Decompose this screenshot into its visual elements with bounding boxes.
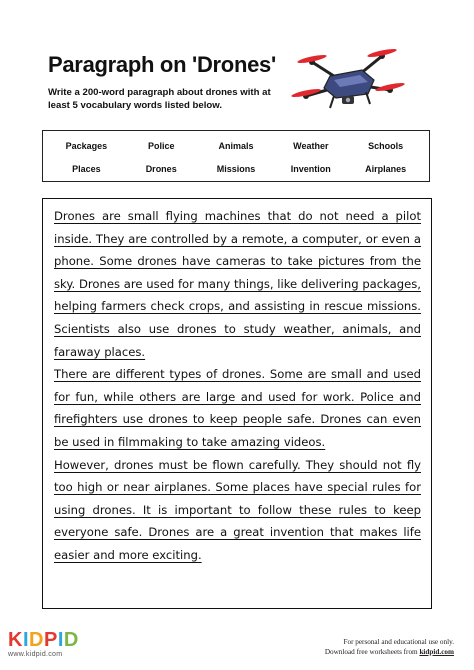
vocab-word: Missions: [216, 164, 256, 174]
footer-line-2: [325, 647, 454, 657]
vocab-word: Weather: [293, 141, 329, 151]
logo-wordmark: KIDPID: [8, 629, 79, 651]
vocab-word: Police: [147, 141, 175, 151]
vocab-word: Animals: [218, 141, 254, 151]
footer-prefix: Download free worksheets from: [324, 648, 420, 656]
worksheet-title: Paragraph on 'Drones': [48, 52, 276, 77]
vocab-word: Invention: [290, 164, 331, 174]
vocab-word: Packages: [65, 141, 108, 151]
vocabulary-box: [42, 130, 430, 182]
vocab-word: Places: [72, 164, 101, 174]
logo-site-url: www.kidpid.com: [8, 651, 63, 658]
footer-line-1: For personal and educational use only.: [343, 638, 454, 646]
footer-note: [325, 637, 454, 657]
vocab-word: Airplanes: [365, 164, 407, 174]
paragraph-3: However, drones must be flown carefully. They should not fly too high or near airplanes. Some places have special rules for using drones. It is important to follow these rules to keep everyone safe. Drones are a great invention that makes life easier and more exciting.: [54, 457, 421, 562]
paragraph-2: There are different types of drones. Some are small and used for fun, while others are large and used for work. Police and firefighters use drones to keep people safe. Drones can even be used in filmmaking to take amazing videos.: [54, 367, 421, 449]
vocab-word: Schools: [368, 141, 404, 151]
paragraph-1: Drones are small flying machines that do not need a pilot inside. They are controlled by a remote, a computer, or even a phone. Some drones have cameras to take pictures from the sky. Drones are used for many things, like delivering packages, helping farmers check crops, and assisting in rescue missions. Scientists also use drones to study weather, animals, and faraway places.: [54, 209, 421, 359]
kidpid-logo: [8, 630, 79, 658]
written-paragraph: [54, 205, 421, 567]
drone-illustration: [282, 40, 412, 120]
footer-link[interactable]: kidpid.com: [419, 648, 454, 656]
vocab-word: Drones: [145, 164, 177, 174]
worksheet-instruction: Write a 200-word paragraph about drones with at least 5 vocabulary words listed below.: [48, 87, 271, 111]
